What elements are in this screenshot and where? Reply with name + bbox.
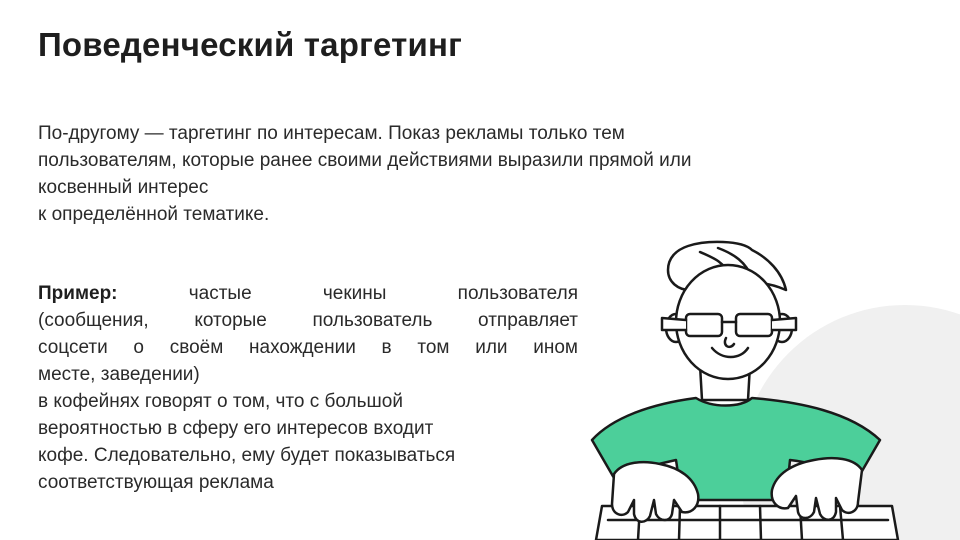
example-line: кофе. Следовательно, ему будет показываться [38, 445, 456, 466]
definition-paragraph [38, 120, 838, 228]
left-lens [686, 314, 722, 336]
example-line: в кофейнях говорят о том, что с большой [38, 391, 403, 412]
example-line: соответствующая реклама [38, 472, 274, 493]
definition-line: пользователям, которые ранее своими действиями выразили прямой или [38, 150, 692, 171]
example-line: (сообщения, которые пользователь отправляет [38, 310, 578, 331]
example-line: частые чекины пользователя [188, 283, 578, 304]
example-line: соцсети о своём нахождении в том или ином [38, 337, 578, 358]
example-paragraph [38, 280, 578, 496]
example-line: вероятностью в сферу его интересов входит [38, 418, 434, 439]
definition-line: косвенный интерес [38, 177, 209, 198]
definition-line: По-другому — таргетинг по интересам. Показ рекламы только тем [38, 123, 625, 144]
person-with-glasses-at-keyboard-icon [540, 230, 960, 540]
right-lens [736, 314, 772, 336]
example-label: Пример: [38, 283, 118, 304]
example-line: месте, заведении) [38, 364, 200, 385]
definition-line: к определённой тематике. [38, 204, 270, 225]
example-first-line [38, 280, 578, 307]
slide-title: Поведенческий таргетинг [38, 26, 463, 63]
